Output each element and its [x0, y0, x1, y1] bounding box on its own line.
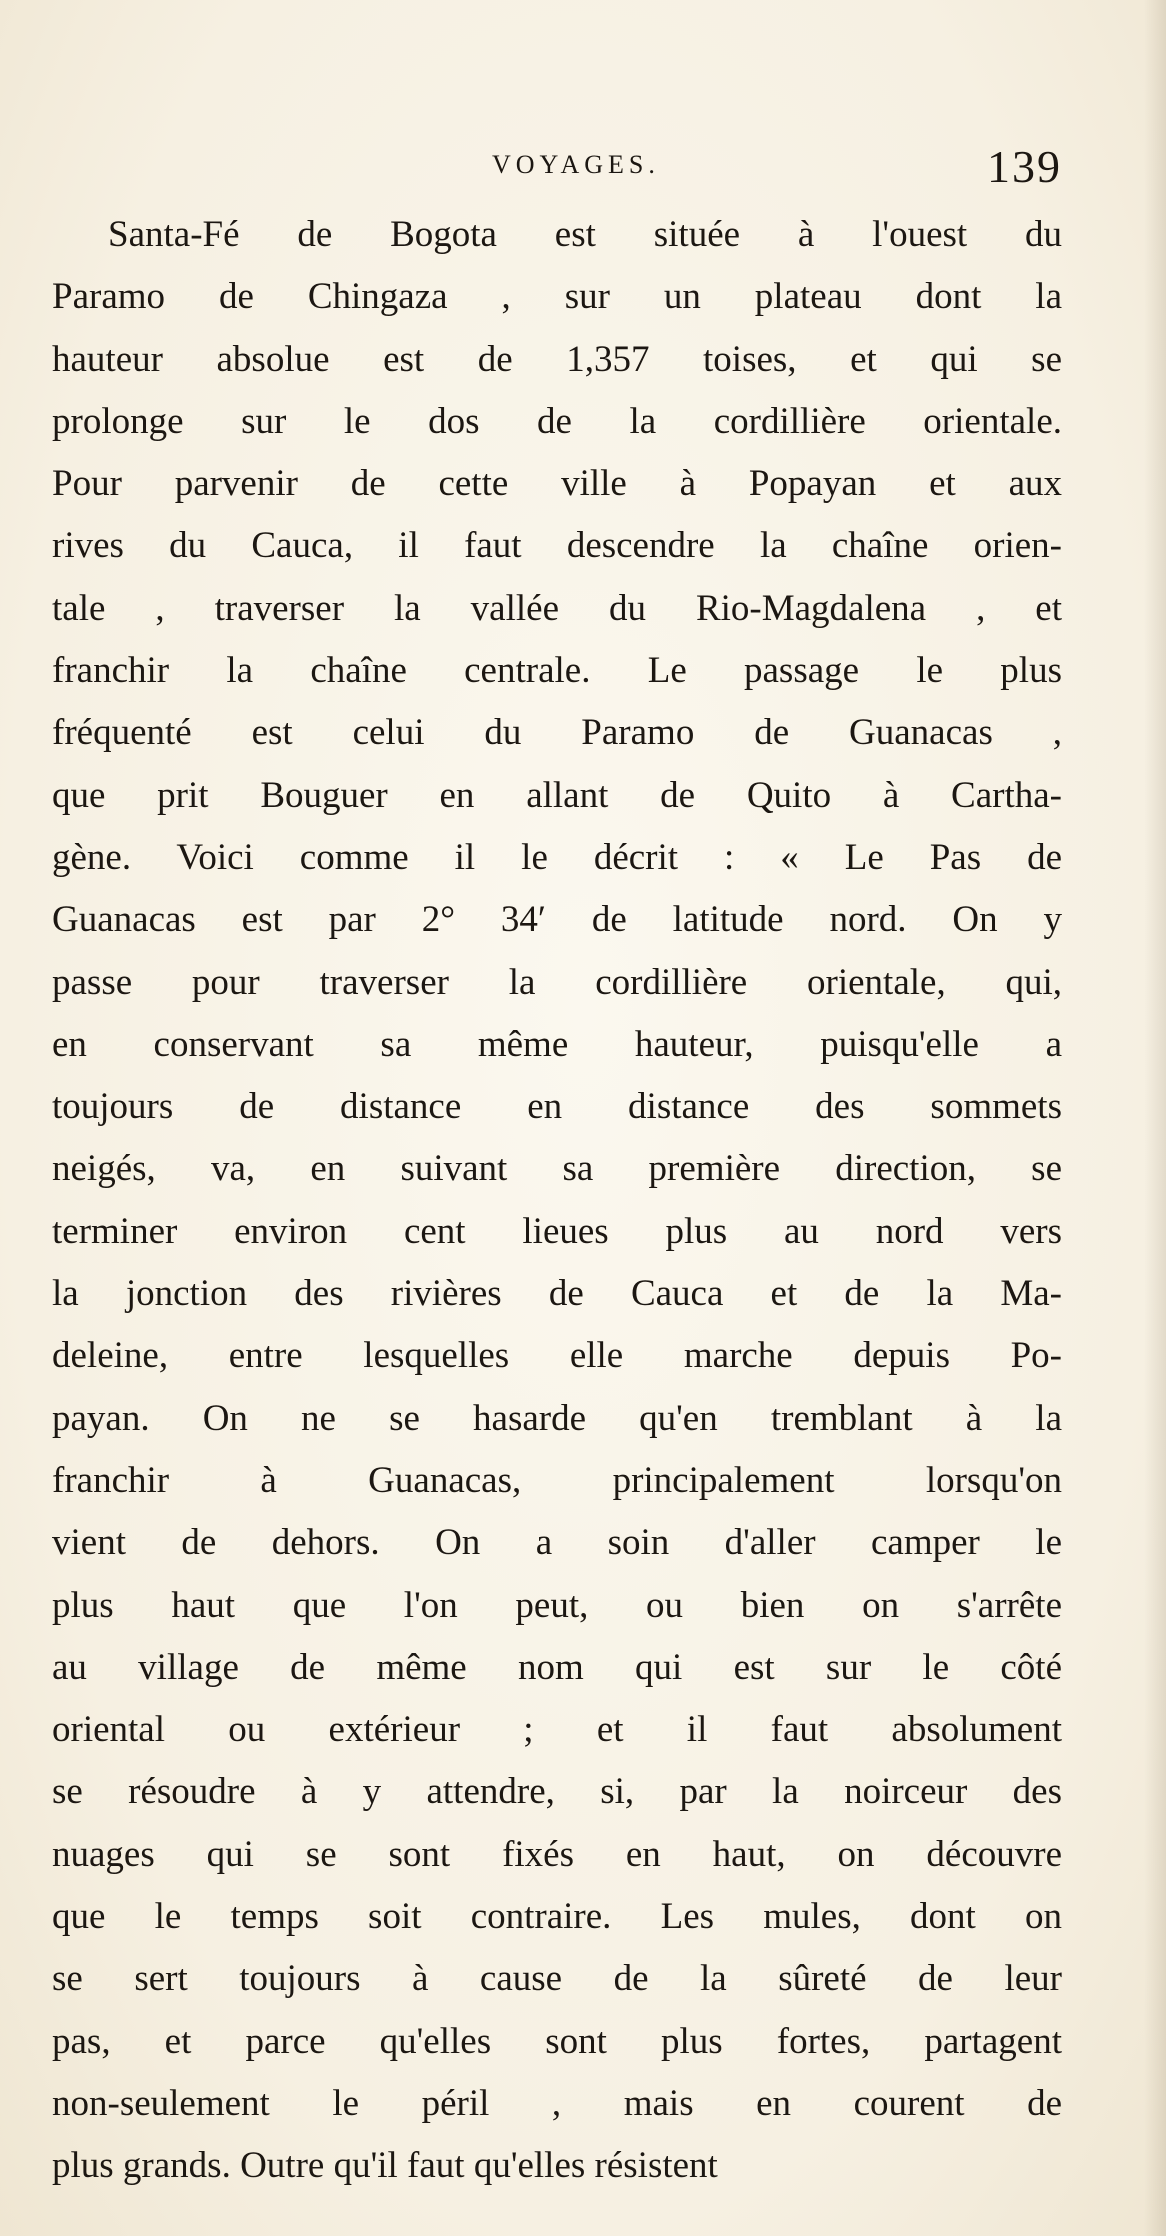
text-line: gène. Voici comme il le décrit : « Le Pas de: [52, 836, 1062, 878]
page-number: 139: [987, 141, 1062, 192]
text-line: tale , traverser la vallée du Rio-Magdalena , et: [52, 587, 1062, 629]
text-line: que le temps soit contraire. Les mules, dont on: [52, 1896, 1062, 1938]
text-line: oriental ou extérieur ; et il faut absolument: [52, 1709, 1062, 1751]
text-line: franchir la chaîne centrale. Le passage le plus: [52, 650, 1062, 692]
text-line: Santa-Fé de Bogota est située à l'ouest du: [108, 214, 1062, 255]
text-line: rives du Cauca, il faut descendre la chaîne orien-: [52, 525, 1062, 567]
text-line: en conservant sa même hauteur, puisqu'elle a: [52, 1023, 1062, 1065]
text-line: Guanacas est par 2° 34′ de latitude nord. On y: [52, 899, 1062, 941]
text-line: neigés, va, en suivant sa première direction, se: [52, 1148, 1062, 1190]
text-line: plus haut que l'on peut, ou bien on s'arrête: [52, 1584, 1062, 1626]
text-line: payan. On ne se hasarde qu'en tremblant à la: [52, 1397, 1062, 1439]
text-line: se résoudre à y attendre, si, par la noirceur des: [52, 1771, 1062, 1813]
text-line: plus grands. Outre qu'il faut qu'elles résistent: [52, 2145, 718, 2187]
text-line: la jonction des rivières de Cauca et de la Ma-: [52, 1273, 1062, 1315]
text-line: au village de même nom qui est sur le côté: [52, 1646, 1062, 1688]
text-line: prolonge sur le dos de la cordillière orientale.: [52, 400, 1062, 442]
text-line: que prit Bouguer en allant de Quito à Cartha-: [52, 774, 1062, 816]
text-line: se sert toujours à cause de la sûreté de leur: [52, 1958, 1062, 2000]
text-line: Paramo de Chingaza , sur un plateau dont la: [52, 276, 1062, 318]
page-edge-shadow: [1144, 0, 1166, 2236]
text-line: vient de dehors. On a soin d'aller camper le: [52, 1522, 1062, 1564]
text-line: nuages qui se sont fixés en haut, on découvre: [52, 1833, 1062, 1875]
text-line: franchir à Guanacas, principalement lorsqu'on: [52, 1459, 1062, 1501]
text-line: Pour parvenir de cette ville à Popayan et aux: [52, 463, 1062, 505]
text-line: non-seulement le péril , mais en courent de: [52, 2082, 1062, 2124]
page-header: [52, 140, 1062, 200]
text-line: deleine, entre lesquelles elle marche depuis Po-: [52, 1335, 1062, 1377]
text-line: passe pour traverser la cordillière orientale, qui,: [52, 961, 1062, 1003]
text-line: fréquenté est celui du Paramo de Guanacas ,: [52, 712, 1062, 754]
text-line: toujours de distance en distance des sommets: [52, 1086, 1062, 1128]
text-line: terminer environ cent lieues plus au nord vers: [52, 1210, 1062, 1252]
text-line: hauteur absolue est de 1,357 toises, et qui se: [52, 338, 1062, 380]
running-head: VOYAGES.: [492, 150, 660, 179]
body-text: [52, 204, 1062, 2198]
text-line: pas, et parce qu'elles sont plus fortes, partagent: [52, 2020, 1062, 2062]
